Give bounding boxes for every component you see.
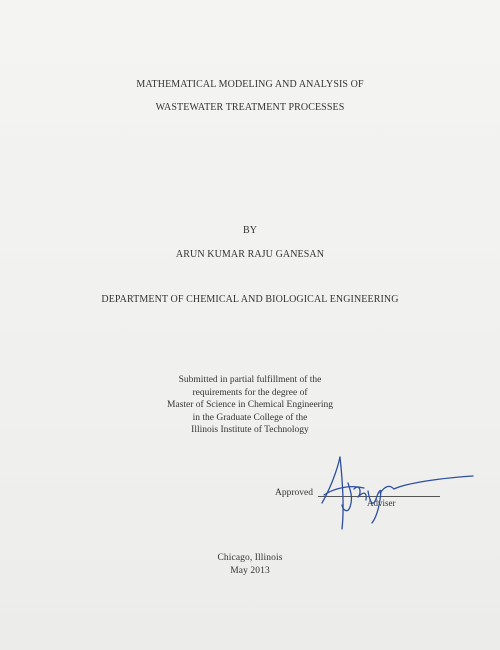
submission-line-2: requirements for the degree of [192,387,308,398]
submission-line-5: Illinois Institute of Technology [191,425,309,435]
submission-line-3: Master of Science in Chemical Engineering [167,400,333,410]
submission-date: May 2013 [230,566,270,576]
thesis-title-line-1: MATHEMATICAL MODELING AND ANALYSIS OF [136,79,364,90]
submission-statement [0,374,500,437]
department-name: DEPARTMENT OF CHEMICAL AND BIOLOGICAL ENGINEERING [101,294,399,305]
thesis-title-line-2: WASTEWATER TREATMENT PROCESSES [155,102,345,113]
author-name: ARUN KUMAR RAJU GANESAN [175,249,325,260]
adviser-label: Adviser [367,498,396,508]
adviser-signature [318,455,478,535]
submission-line-1: Submitted in partial fulfillment of the [178,375,322,385]
submission-line-4: in the Graduate College of the [192,412,308,423]
approved-label: Approved [275,488,313,498]
location: Chicago, Illinois [217,553,283,563]
by-label: BY [242,225,258,236]
